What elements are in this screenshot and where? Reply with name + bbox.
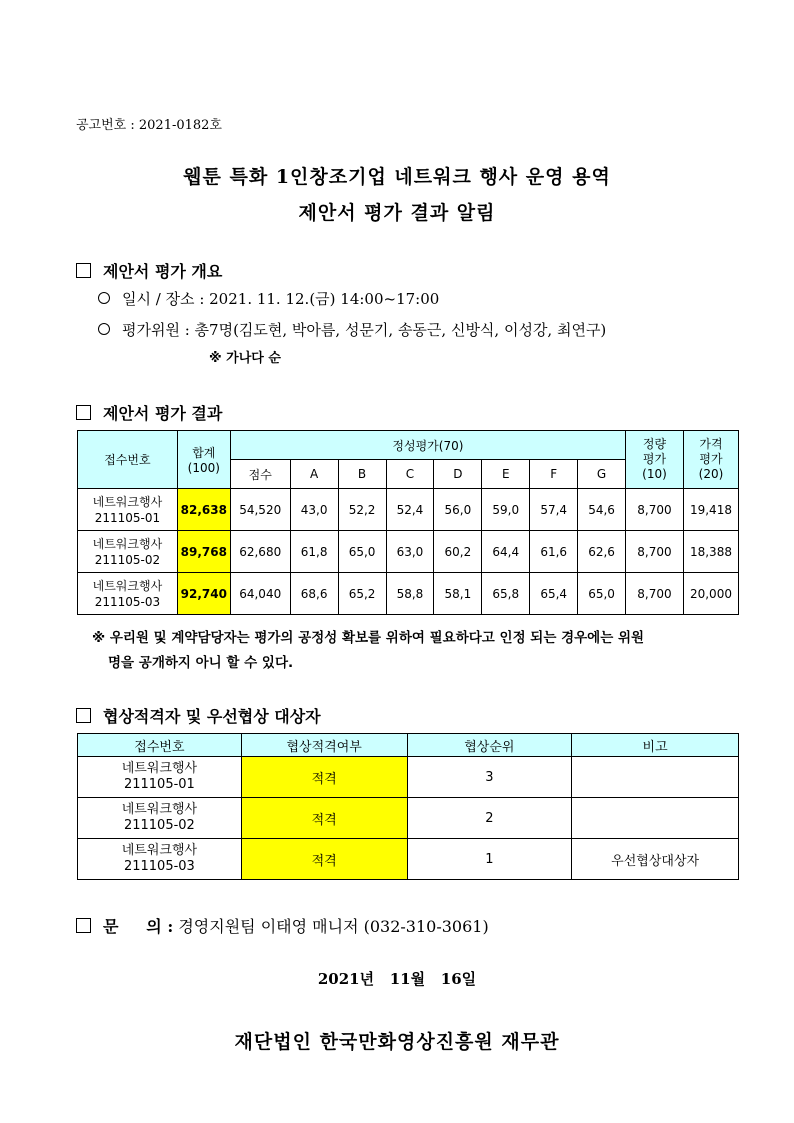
header-evaluator-d: D <box>434 460 482 489</box>
table-row <box>78 839 739 880</box>
rank-cell: 1 <box>407 839 572 880</box>
circle-bullet-icon <box>98 323 110 335</box>
receipt-cell: 네트워크행사 211105-01 <box>78 757 242 798</box>
header-eligibility: 협상적격여부 <box>241 734 407 757</box>
total-cell: 89,768 <box>177 531 230 573</box>
quant-cell: 8,700 <box>626 531 684 573</box>
total-cell: 82,638 <box>177 489 230 531</box>
value-cell: 58,8 <box>386 573 434 615</box>
contact-label: 문 의 : <box>103 917 174 936</box>
header-remark: 비고 <box>572 734 739 757</box>
disclosure-note-line1: ※ 우리원 및 계약담당자는 평가의 공정성 확보를 위하여 필요하다고 인정 되는 경우에는 위원 <box>92 630 645 646</box>
section-negotiation-heading: 협상적격자 및 우선협상 대상자 <box>76 704 321 727</box>
rank-cell: 3 <box>407 757 572 798</box>
checkbox-square-icon <box>76 918 91 933</box>
value-cell: 65,2 <box>338 573 386 615</box>
circle-bullet-icon <box>98 292 110 304</box>
contact-line <box>76 914 489 937</box>
price-cell: 19,418 <box>683 489 738 531</box>
table-row <box>78 531 739 573</box>
value-cell: 59,0 <box>482 489 530 531</box>
score-cell: 62,680 <box>230 531 290 573</box>
header-receipt-number: 접수번호 <box>78 431 178 489</box>
value-cell: 56,0 <box>434 489 482 531</box>
price-cell: 20,000 <box>683 573 738 615</box>
header-evaluator-g: G <box>578 460 626 489</box>
notice-number: 공고번호 : 2021-0182호 <box>76 118 222 133</box>
disclosure-note-line2: 명을 공개하지 아니 할 수 있다. <box>108 655 294 671</box>
value-cell: 54,6 <box>578 489 626 531</box>
document-title-line1: 웹툰 특화 1인창조기업 네트워크 행사 운영 용역 <box>183 166 611 188</box>
header-quantitative: 정량 평가 (10) <box>626 431 684 489</box>
remark-cell: 우선협상대상자 <box>572 839 739 880</box>
section-overview-heading: 제안서 평가 개요 <box>76 259 222 282</box>
receipt-cell: 네트워크행사 211105-01 <box>78 489 178 531</box>
checkbox-square-icon <box>76 263 91 278</box>
overview-item-datetime: 일시 / 장소 : 2021. 11. 12.(금) 14:00~17:00 <box>98 288 439 309</box>
eligibility-cell: 적격 <box>241 757 407 798</box>
value-cell: 65,8 <box>482 573 530 615</box>
value-cell: 52,2 <box>338 489 386 531</box>
table-row <box>78 573 739 615</box>
evaluator-order-note: ※ 가나다 순 <box>209 351 281 366</box>
header-evaluator-b: B <box>338 460 386 489</box>
checkbox-square-icon <box>76 405 91 420</box>
table-row <box>78 798 739 839</box>
issuing-organization: 재단법인 한국만화영상진흥원 재무관 <box>234 1031 560 1053</box>
receipt-cell: 네트워크행사 211105-02 <box>78 798 242 839</box>
header-price: 가격 평가 (20) <box>683 431 738 489</box>
value-cell: 64,4 <box>482 531 530 573</box>
value-cell: 63,0 <box>386 531 434 573</box>
value-cell: 43,0 <box>290 489 338 531</box>
section-result-heading: 제안서 평가 결과 <box>76 401 222 424</box>
value-cell: 52,4 <box>386 489 434 531</box>
value-cell: 68,6 <box>290 573 338 615</box>
value-cell: 65,4 <box>530 573 578 615</box>
table-row <box>78 489 739 531</box>
table-row <box>78 757 739 798</box>
header-score: 점수 <box>230 460 290 489</box>
evaluation-result-table <box>77 430 739 615</box>
quant-cell: 8,700 <box>626 573 684 615</box>
header-evaluator-c: C <box>386 460 434 489</box>
header-evaluator-a: A <box>290 460 338 489</box>
checkbox-square-icon <box>76 708 91 723</box>
value-cell: 65,0 <box>578 573 626 615</box>
score-cell: 64,040 <box>230 573 290 615</box>
value-cell: 61,8 <box>290 531 338 573</box>
remark-cell <box>572 798 739 839</box>
header-evaluator-f: F <box>530 460 578 489</box>
price-cell: 18,388 <box>683 531 738 573</box>
eligibility-cell: 적격 <box>241 798 407 839</box>
rank-cell: 2 <box>407 798 572 839</box>
notice-date: 2021년 11월 16일 <box>317 970 477 988</box>
header-receipt-number: 접수번호 <box>78 734 242 757</box>
value-cell: 62,6 <box>578 531 626 573</box>
document-title-line2: 제안서 평가 결과 알림 <box>298 202 496 224</box>
header-rank: 협상순위 <box>407 734 572 757</box>
remark-cell <box>572 757 739 798</box>
eligibility-cell: 적격 <box>241 839 407 880</box>
receipt-cell: 네트워크행사 211105-03 <box>78 839 242 880</box>
header-evaluator-e: E <box>482 460 530 489</box>
value-cell: 61,6 <box>530 531 578 573</box>
value-cell: 60,2 <box>434 531 482 573</box>
receipt-cell: 네트워크행사 211105-03 <box>78 573 178 615</box>
contact-value: 경영지원팀 이태영 매니저 (032-310-3061) <box>178 917 489 936</box>
score-cell: 54,520 <box>230 489 290 531</box>
total-cell: 92,740 <box>177 573 230 615</box>
value-cell: 57,4 <box>530 489 578 531</box>
header-total: 합계 (100) <box>177 431 230 489</box>
value-cell: 58,1 <box>434 573 482 615</box>
value-cell: 65,0 <box>338 531 386 573</box>
receipt-cell: 네트워크행사 211105-02 <box>78 531 178 573</box>
overview-item-evaluators: 평가위원 : 총7명(김도현, 박아름, 성문기, 송동근, 신방식, 이성강, 최연구) <box>98 319 606 340</box>
quant-cell: 8,700 <box>626 489 684 531</box>
negotiation-table <box>77 733 739 880</box>
header-qualitative: 정성평가(70) <box>230 431 625 460</box>
